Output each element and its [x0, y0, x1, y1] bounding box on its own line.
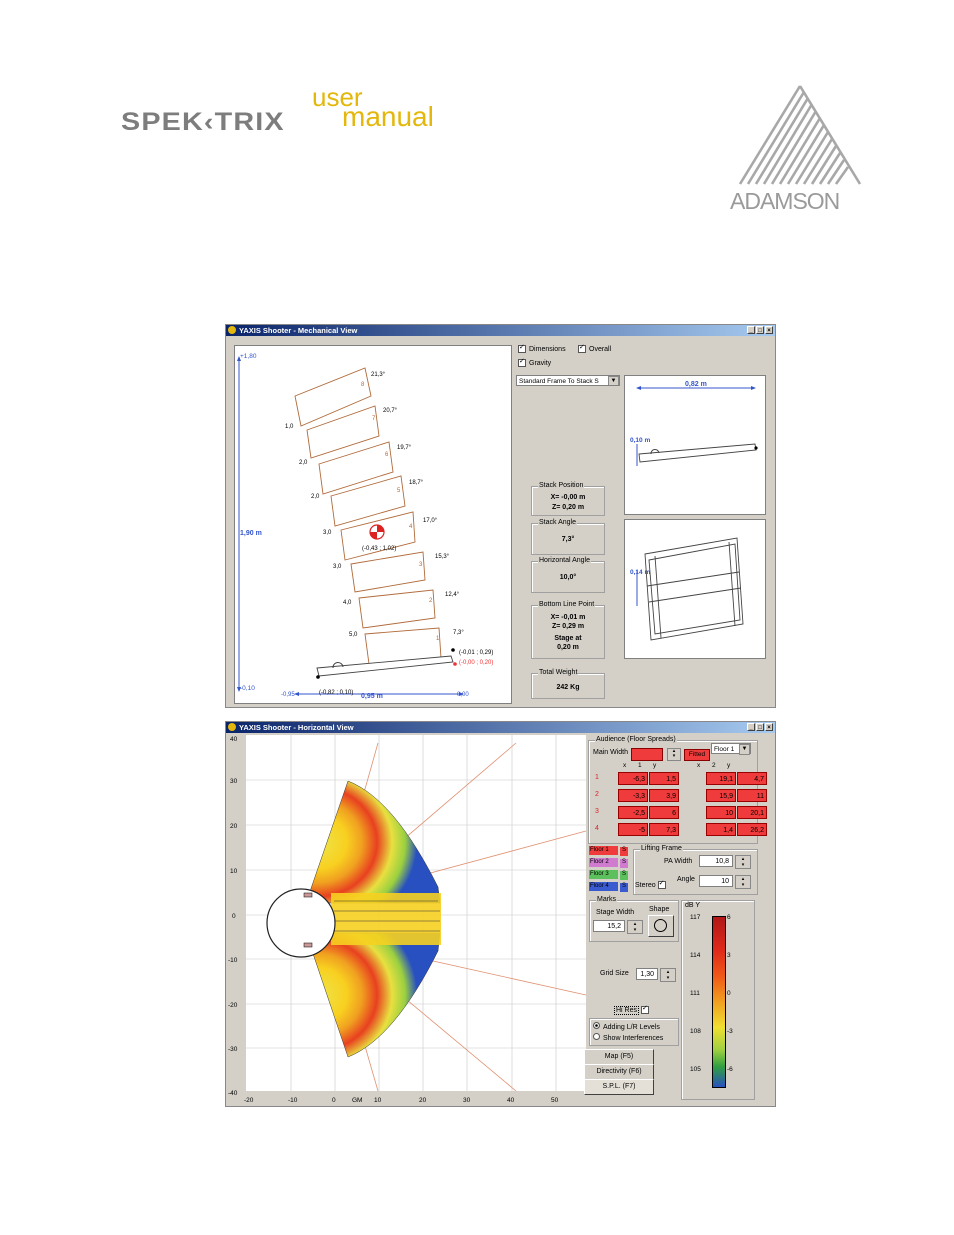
cabinet-angle: 18,7°	[409, 480, 424, 486]
svg-text:20: 20	[230, 823, 238, 830]
minimize-icon[interactable]: _	[747, 326, 755, 334]
app-icon	[228, 723, 236, 731]
dimensions-checkbox[interactable]: ✓Dimensions	[518, 345, 566, 353]
cabinet-angle: 21,3°	[371, 372, 386, 378]
marks-group: Marks	[589, 900, 679, 942]
stage-width-spinner[interactable]: ▴ ▾	[627, 920, 643, 934]
cabinet-angle: 12,4°	[445, 592, 460, 598]
cabinet-angle: 17,0°	[423, 518, 438, 524]
svg-text:40: 40	[507, 1097, 515, 1104]
stereo-checkbox[interactable]: Stereo ✓	[635, 881, 669, 889]
cabinet-3	[351, 552, 425, 592]
splay-value: 4,0	[343, 600, 352, 606]
window-title: YAXIS Shooter - Mechanical View	[239, 326, 358, 335]
cabinet-2	[359, 590, 435, 628]
cabinet-angle: 19,7°	[397, 445, 412, 451]
mechanical-titlebar[interactable]	[226, 325, 775, 336]
svg-text:10: 10	[374, 1097, 382, 1104]
horizontal-titlebar[interactable]	[226, 722, 775, 733]
horizontal-view-window: YAXIS Shooter - Horizontal View _ □ × 40 30 20 10 0 -10 -20 -30 -40 -20 -10 0 GM 10 20 30 40 50 Audience (Floor Spreads) Main Width ▴ ▾ Fitted Floor 1 ▼ x 1 y x 2 y 1 -6,3 1,5 19,1 4,7 2 -3,3 3,9 15,9 11 3 -2,5 6 10 20,1 4 -5 7,3 1,4 26,2 Floor 1 S Floor 2 S Floor 3 S Floor 4 S Lifting Frame PA Width 10,8 ▴ ▾ Stereo ✓ Angle 10 ▴ ▾ Marks Stage Width 15,2 ▴ ▾ Shape Grid Size 1,30 ▴ ▾ Hi Res ✓ Adding L/R Levels Show Interferences Map (F5) Directivity (F6) S.P.L. (F7) dB Y 117 114 111 108 105 6 3 0 -3 -6	[225, 721, 776, 1107]
center-of-gravity-icon	[370, 525, 384, 539]
table-cell[interactable]: -5	[618, 823, 648, 836]
svg-text:0: 0	[232, 913, 236, 920]
pa-width-label: PA Width	[664, 858, 693, 865]
directivity-button[interactable]: Directivity (F6)	[584, 1064, 654, 1080]
fitted-button[interactable]: Fitted	[684, 749, 710, 761]
svg-text:-10: -10	[228, 957, 238, 964]
angle-spinner[interactable]: ▴ ▾	[735, 875, 751, 889]
cabinet-num: 5	[397, 488, 401, 494]
svg-text:-10: -10	[288, 1097, 298, 1104]
svg-text:30: 30	[463, 1097, 471, 1104]
svg-text:-30: -30	[228, 1046, 238, 1053]
table-cell[interactable]: 11	[737, 789, 767, 802]
audience-group: Audience (Floor Spreads)	[588, 740, 758, 844]
cabinet-num: 2	[429, 598, 433, 604]
right-point-red-label: (-0,00 ; 0,20)	[459, 660, 494, 666]
left-point-label: (-0,82 ; 0,10)	[319, 690, 354, 696]
splay-value: 3,0	[333, 564, 342, 570]
bottom-line-point-box: Bottom Line Point X= -0,01 m Z= 0,29 m Stage at 0,20 m	[531, 605, 605, 659]
floor-4-item[interactable]: Floor 4 S	[589, 882, 628, 894]
mechanical-view-window	[225, 324, 776, 708]
frame-top-view	[624, 519, 766, 659]
table-row-number: 1	[595, 774, 599, 781]
svg-text:-20: -20	[244, 1097, 254, 1104]
svg-text:GM: GM	[352, 1097, 363, 1104]
table-cell[interactable]: 1,4	[706, 823, 736, 836]
logo-user-text: user	[312, 82, 363, 112]
floor-3-item[interactable]: Floor 3 S	[589, 870, 628, 882]
stage-width-input[interactable]: 15,2	[593, 920, 625, 932]
db-title: dB Y	[685, 902, 701, 909]
show-interferences-radio[interactable]: Show Interferences	[593, 1033, 663, 1042]
adding-lr-radio[interactable]: Adding L/R Levels	[593, 1022, 660, 1031]
total-height-label: 1,90 m	[240, 530, 262, 537]
floor-2-item[interactable]: Floor 2 S	[589, 858, 628, 870]
frame-select[interactable]: Standard Frame To Stack S ▼	[516, 375, 620, 386]
spektrix-logo: SPEK‹TRIX	[121, 108, 285, 136]
svg-text:-40: -40	[228, 1090, 238, 1097]
stack-position-box: Stack Position X= -0,00 m Z= 0,20 m	[531, 486, 605, 516]
table-row-number: 3	[595, 808, 599, 815]
minimize-icon[interactable]: _	[747, 723, 755, 731]
cabinet-angle: 7,3°	[453, 630, 464, 636]
cabinet-num: 1	[436, 636, 440, 642]
stage-circle	[267, 889, 335, 957]
table-cell[interactable]: 1,5	[649, 772, 679, 785]
angle-input[interactable]: 10	[699, 875, 733, 887]
main-width-spinner[interactable]: ▴ ▾	[667, 748, 681, 761]
top-height-label: +1,80	[240, 353, 257, 360]
width-label: 0,95 m	[361, 693, 383, 700]
gravity-checkbox[interactable]: ✓Gravity	[518, 359, 551, 367]
cabinet-num: 4	[409, 524, 413, 530]
table-cell[interactable]: 20,1	[737, 806, 767, 819]
spl-map-canvas[interactable]	[226, 733, 588, 1105]
cabinet-angle: 15,3°	[435, 554, 450, 560]
window-title: YAXIS Shooter - Horizontal View	[239, 723, 354, 732]
main-width-label: Main Width	[593, 749, 629, 756]
cabinet-num: 3	[419, 562, 423, 568]
svg-text:0: 0	[332, 1097, 336, 1104]
floor-select[interactable]: Floor 1 ▼	[711, 743, 751, 754]
table-cell[interactable]: -6,3	[618, 772, 648, 785]
close-icon[interactable]: ×	[765, 326, 773, 334]
grid-size-spinner[interactable]: ▴ ▾	[660, 968, 676, 982]
svg-text:0,14 m: 0,14 m	[630, 569, 651, 576]
splay-value: 2,0	[299, 460, 308, 466]
app-icon	[228, 326, 236, 334]
frame-side-view	[624, 375, 766, 515]
svg-text:0,10 m: 0,10 m	[630, 437, 651, 444]
table-row-number: 2	[595, 791, 599, 798]
svg-text:20: 20	[419, 1097, 427, 1104]
table-cell[interactable]: 10	[706, 806, 736, 819]
shape-button[interactable]	[648, 915, 674, 937]
table-cell[interactable]: 3,9	[649, 789, 679, 802]
main-width-input[interactable]	[631, 748, 663, 761]
svg-text:30: 30	[230, 778, 238, 785]
stage-width-label: Stage Width	[596, 909, 635, 916]
table-cell[interactable]: -2,5	[618, 806, 648, 819]
table-cell[interactable]: 6	[649, 806, 679, 819]
floor-list	[589, 846, 628, 894]
hi-res-checkbox[interactable]: Hi Res ✓	[614, 1006, 652, 1014]
shape-label: Shape	[649, 906, 670, 913]
bottom-height-label: -0,10	[240, 685, 255, 692]
table-row-number: 4	[595, 825, 599, 832]
stack-angle-box: Stack Angle 7,3°	[531, 523, 605, 555]
spl-button[interactable]: S.P.L. (F7)	[584, 1079, 654, 1095]
table-cell[interactable]: -3,3	[618, 789, 648, 802]
cog-label: (-0,43 ; 1,02)	[362, 546, 397, 552]
grid-size-input[interactable]: 1,30	[636, 968, 658, 980]
table-cell[interactable]: 26,2	[737, 823, 767, 836]
svg-text:0,82 m: 0,82 m	[685, 381, 707, 388]
table-cell[interactable]: 4,7	[737, 772, 767, 785]
chevron-down-icon[interactable]: ▼	[608, 376, 619, 386]
overall-checkbox[interactable]: ✓ Overall	[578, 345, 611, 353]
horizontal-angle-box: Horizontal Angle 10,0°	[531, 561, 605, 593]
pa-width-input[interactable]: 10,8	[699, 855, 733, 867]
table-cell[interactable]: 19,1	[706, 772, 736, 785]
svg-text:-20: -20	[228, 1002, 238, 1009]
svg-text:50: 50	[551, 1097, 559, 1104]
splay-value: 5,0	[349, 632, 358, 638]
grid-size-label: Grid Size	[600, 970, 629, 977]
svg-text:40: 40	[230, 736, 238, 743]
pa-width-spinner[interactable]: ▴ ▾	[735, 855, 751, 869]
logo-manual-text: manual	[342, 101, 434, 132]
maximize-icon[interactable]: □	[756, 723, 764, 731]
db-color-bar	[712, 916, 726, 1088]
table-cell[interactable]: 7,3	[649, 823, 679, 836]
circle-shape-icon	[654, 919, 667, 932]
left-x-label: -0,95	[281, 692, 295, 698]
splay-value: 2,0	[311, 494, 320, 500]
right-x-label: 0,00	[457, 692, 469, 698]
cabinet-num: 8	[361, 382, 365, 388]
cabinet-num: 7	[372, 416, 376, 422]
total-weight-box: Total Weight 242 Kg	[531, 673, 605, 699]
cabinet-angle: 20,7°	[383, 408, 398, 414]
chevron-down-icon[interactable]: ▼	[739, 744, 750, 755]
svg-text:10: 10	[230, 868, 238, 875]
maximize-icon[interactable]: □	[756, 326, 764, 334]
map-button[interactable]: Map (F5)	[584, 1049, 654, 1065]
splay-value: 1,0	[285, 424, 294, 430]
mechanical-canvas[interactable]	[234, 345, 512, 704]
splay-value: 3,0	[323, 530, 332, 536]
adamson-brand-text: ADAMSON	[730, 188, 840, 214]
table-cell[interactable]: 15,9	[706, 789, 736, 802]
close-icon[interactable]: ×	[765, 723, 773, 731]
floor-1-item[interactable]: Floor 1 S	[589, 846, 628, 858]
cabinet-num: 6	[385, 452, 389, 458]
lifting-frame-group: Lifting Frame	[633, 849, 758, 895]
right-point-label: (-0,01 ; 0,29)	[459, 650, 494, 656]
angle-label: Angle	[677, 876, 695, 883]
